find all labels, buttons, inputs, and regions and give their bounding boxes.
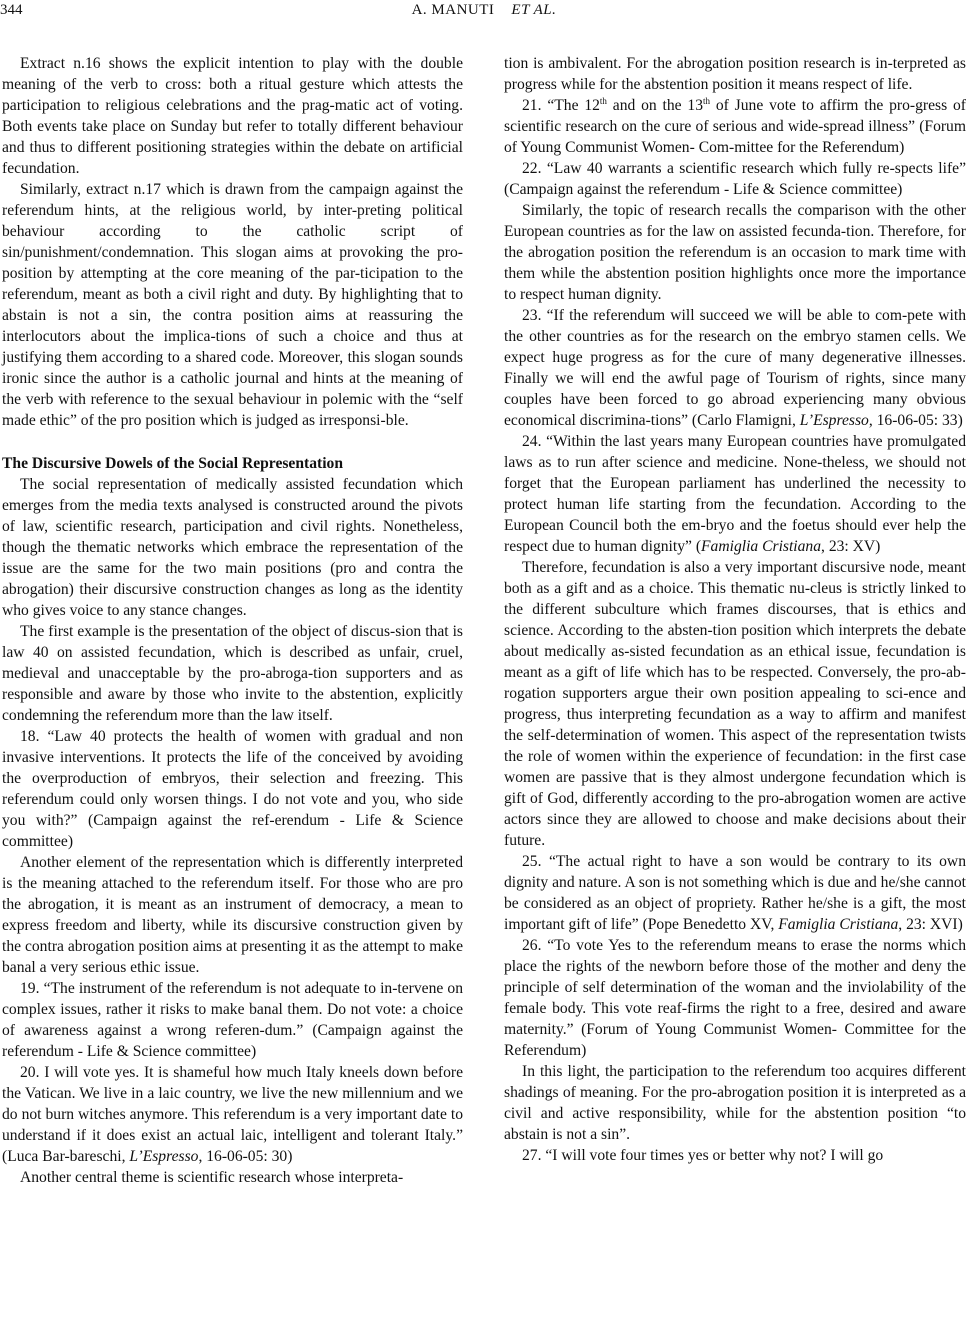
paragraph: Similarly, extract n.17 which is drawn from the campaign against the referendum hints, at the religious world, by inter-preting political behaviour according to the catholic script of sin/punishment/condemnation. This slogan aims at provoking the pro-position by attempting at the core meaning of the par-ticipation to the referendum, meant as both a civil right and duty. By highlighting that to abstain is not a sin, the contra position aims at reassuring the interlocutors about the implica-tions of such a choice and thus at justifying them according to a shared code. Moreover, this slogan sounds ironic since the author is a catholic journal and hints at the meaning of the verb with reference to the sexual behaviour in polemic with the “self made ethic” of the pro position which is judged as irresponsi-ble. (2, 181, 463, 429)
quote-paragraph: 26. “To vote Yes to the referendum means to erase the norms which place the rights of the newborn before those of the mother and deny the principle of self determination of the woman and the inviolability of the female body. This vote reaf-firms the right to a free, desired and aware maternity.” (Forum of Young Communist Women- Committee for the Referendum) (504, 937, 966, 1059)
quote-text: and on the 13 (606, 97, 704, 114)
paragraph: tion is ambivalent. For the abrogation position research is in-terpreted as progress while for the abstention position it means respect of life. (504, 55, 966, 93)
citation-tail: , 16-06-05: 33) (868, 412, 963, 429)
quote-paragraph: 27. “I will vote four times yes or better why not? I will go (522, 1147, 884, 1164)
running-head (0, 0, 968, 20)
page-number: 344 (0, 2, 23, 18)
quote-paragraph (504, 851, 966, 935)
paragraph: Another central theme is scientific research whose interpreta- (20, 1169, 404, 1186)
paragraph: The social representation of medically assisted fecundation which emerges from the media texts analysed is constructed around the pivots of law, scientific research, participation and civil rights. Nonetheless, though the thematic networks which embrace the representation of the issue are the same for the two main positions (pro and contra the abrogation) their discursive construction changes as long as the identity who gives voice to any stance changes. (2, 476, 463, 619)
quote-paragraph (504, 305, 966, 431)
citation-tail: , 23: XVI) (898, 916, 963, 933)
page-header (0, 0, 968, 22)
section-heading: The Discursive Dowels of the Social Representation (2, 455, 344, 472)
paragraph: Extract n.16 shows the explicit intention to play with the double meaning of the verb to cross: both a ritual gesture which attests the participation to religious celebrations and the prag-matic act of voting. Both events take place on Sunday but refer to totally different behaviour and thus to different positioning strategies within the debate on artificial fecundation. (2, 55, 463, 177)
quote-text: 21. “The 12 (522, 97, 600, 114)
paragraph: Therefore, fecundation is also a very important discursive node, meant both as a gift and as a choice. This thematic nu-cleus is strictly linked to the different subculture which frames discourses, that is ethics and science. According to the absten-tion position which interprets the debate about medically as-sisted fecundation as an ethical issue, fecundation is meant as a gift of life which has to be respected. Conversely, the pro-ab-rogation supporters argue their own position appealing to sci-ence and progress, thus interpreting fecundation as a way to affirm and manifest the self-determination of women. This aspect of the representation twists the role of women within the experience of fecundation: in the first case women are passive that is they almost undergone fecundation which is gift of God, differently according to the pro-abrogation women are active actors since they are allowed to choose and make decisions about their future. (504, 559, 966, 849)
quote-paragraph: 19. “The instrument of the referendum is not adequate to in-tervene on complex issues, rather it risks to make banal them. Do not vote: a choice of awareness against a wrong referen-dum.” (Campaign against the referendum - Life & Science committee) (2, 980, 463, 1060)
quote-text: 24. “Within the last years many European countries have promulgated laws as to run after science and medicine. None-theless, we should not forget that the European parliament has underlined the necessity to protect human life starting from the fecundation. According to the European Council both the em-bryo and the foetus should ever help the respect due to human dignity” ( (504, 433, 966, 555)
superscript: th (599, 96, 607, 106)
paragraph: The first example is the presentation of the object of discus-sion that is law 40 on assisted fecundation, which is described as unfair, cruel, medieval and unacceptable by the pro-abroga-tion supporters and as responsible and aware by those who invite to the abstention, explicitly condemning the referendum more than the law itself. (2, 623, 463, 724)
source-title: L’Espresso (129, 1148, 199, 1165)
right-column (504, 53, 966, 1166)
quote-paragraph: 22. “Law 40 warrants a scientific research which fully re-spects life” (Campaign against the referendum - Life & Science committee) (504, 160, 966, 198)
citation-tail: , 16-06-05: 30) (198, 1148, 293, 1165)
running-head-author: A. MANUTI (411, 2, 495, 18)
quote-text: of June vote to affirm the pro-gress of scientific research on the cure of serious and wide-spread illness” (Forum of Young Communist Women- Com-mittee for the Referendum) (504, 97, 966, 156)
quote-text: 20. I will vote yes. It is shameful how much Italy kneels down before the Vatican. We live in a laic country, we live the new millennium and we do not burn witches anymore. This referendum is a very important date to understand if it does exist an actual laic, intelligent and tolerant Italy.” (Luca Bar-bareschi, (2, 1064, 463, 1165)
paragraph: Similarly, the topic of research recalls the comparison with the other European countries as for the law on assisted fecunda-tion. Therefore, for the abrogation position the referendum is an occasion to mark time with them while the abstention position highlights once more the importance to respect human dignity. (504, 202, 966, 303)
quote-paragraph (504, 431, 966, 557)
left-column (2, 53, 463, 1188)
quote-paragraph: 18. “Law 40 protects the health of women with gradual and non invasive interventions. It protects the life of the conceived by avoiding the overproduction of embryos, their selection and freezing. This referendum could only worsen things. I do not vote and you, who side you with?” (Campaign against the ref-erendum - Life & Science committee) (2, 728, 463, 850)
quote-text: 25. “The actual right to have a son would be contrary to its own dignity and nature. A son is not something which is due and he/she cannot be considered as an object of propriety. Rather he/she is a gift, the most important gift of life” (Pope Benedetto XV, (504, 853, 966, 933)
citation-tail: , 23: XV) (821, 538, 881, 555)
quote-text: 23. “If the referendum will succeed we will be able to com-pete with the other countries as for the research on the embryo stamen cells. We expect huge progress as for the cure of many degenerative illnesses. Finally we will end the awful page of Tourism of rights, since many couples have been forced to go abroad experiencing many obvious economical discrimina-tions” (Carlo Flamigni, (504, 307, 966, 429)
running-head-etal: ET AL. (511, 2, 557, 18)
quote-paragraph (504, 95, 966, 158)
source-title: Famiglia Cristiana (778, 916, 899, 933)
paragraph: Another element of the representation which is differently interpreted is the meaning attached to the referendum itself. For those who are pro the abrogation, it is meant as an instrument of democracy, a mean to express freedom and liberty, while its discursive construction given by the contra abrogation position aims at presenting it as the attempt to make banal a very serious ethic issue. (2, 854, 463, 976)
paragraph: In this light, the participation to the referendum too acquires different shadings of meaning. For the pro-abrogation position it is interpreted as a civil and active responsibility, while for the abstention position “to abstain is not a sin”. (504, 1063, 966, 1143)
source-title: Famiglia Cristiana (701, 538, 822, 555)
superscript: th (703, 96, 711, 106)
quote-paragraph (2, 1062, 463, 1167)
source-title: L’Espresso (799, 412, 869, 429)
